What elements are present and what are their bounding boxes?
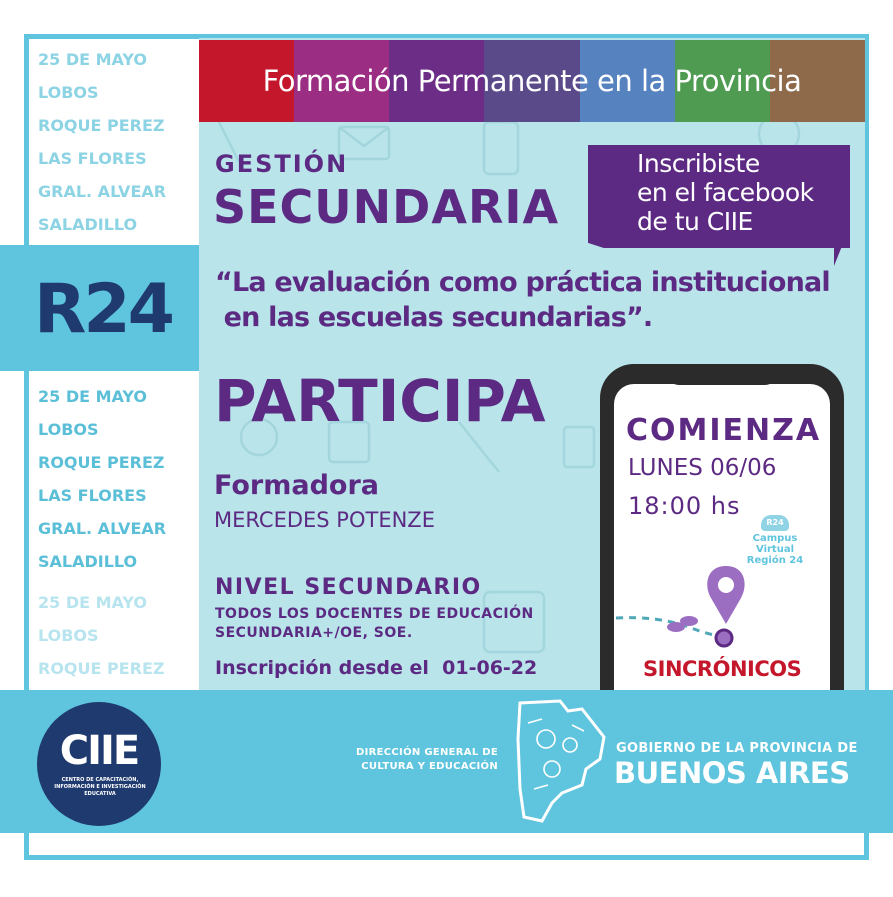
campus-line: Campus Virtual bbox=[752, 533, 798, 555]
trainer-label: Formadora bbox=[214, 470, 379, 501]
course-title bbox=[215, 265, 855, 335]
document-icon bbox=[564, 427, 594, 467]
course-title-line: “La evaluación como práctica institucional bbox=[215, 267, 830, 298]
province-map-icon bbox=[512, 699, 608, 824]
start-heading: COMIENZA bbox=[626, 413, 822, 448]
start-time: 18:00 hs bbox=[628, 492, 741, 520]
campus-line: Región 24 bbox=[746, 555, 804, 566]
town-item: 25 DE MAYO bbox=[38, 387, 148, 406]
town-item: LOBOS bbox=[38, 83, 99, 102]
session-mode: SINCRÓNICOS bbox=[643, 657, 802, 681]
town-item: LAS FLORES bbox=[38, 486, 147, 505]
town-item: ROQUE PEREZ bbox=[38, 659, 165, 678]
dgce-line: DIRECCIÓN GENERAL DE bbox=[356, 747, 498, 758]
government-line1: GOBIERNO DE LA PROVINCIA DE bbox=[616, 741, 858, 756]
town-list-middle bbox=[38, 380, 166, 578]
program-title: Formación Permanente en la Provincia bbox=[262, 64, 802, 98]
ciie-logo-text: CIIE bbox=[59, 728, 139, 774]
town-item: ROQUE PEREZ bbox=[38, 453, 165, 472]
phone-doodle-icon bbox=[484, 122, 518, 174]
town-list-top bbox=[38, 43, 166, 241]
facebook-banner-text bbox=[637, 149, 814, 236]
town-item: GRAL. ALVEAR bbox=[38, 519, 167, 538]
course-title-line: en las escuelas secundarias”. bbox=[215, 302, 653, 333]
registration-date: Inscripción desde el 01-06-22 bbox=[215, 657, 538, 679]
dgce-line: CULTURA Y EDUCACIÓN bbox=[361, 761, 498, 772]
facebook-line: Inscribiste bbox=[637, 149, 760, 178]
management-type: SECUNDARIA bbox=[213, 180, 560, 234]
management-label: GESTIÓN bbox=[215, 150, 349, 178]
government-line2: BUENOS AIRES bbox=[614, 756, 850, 790]
audience bbox=[215, 605, 534, 643]
town-list-bottom bbox=[38, 586, 165, 685]
start-date: LUNES 06/06 bbox=[628, 455, 777, 481]
town-item: LOBOS bbox=[38, 626, 99, 645]
campus-logo bbox=[740, 515, 810, 566]
town-item: 25 DE MAYO bbox=[38, 50, 148, 69]
level-title: NIVEL SECUNDARIO bbox=[215, 575, 482, 600]
town-item: GRAL. ALVEAR bbox=[38, 182, 167, 201]
town-item: SALADILLO bbox=[38, 552, 138, 571]
town-item: ROQUE PEREZ bbox=[38, 116, 165, 135]
facebook-line: en el facebook bbox=[637, 178, 814, 207]
location-pin-icon bbox=[616, 566, 826, 656]
dgce-label bbox=[330, 746, 498, 774]
cloud-icon: R24 bbox=[761, 515, 789, 531]
audience-line: SECUNDARIA+/OE, SOE. bbox=[215, 625, 413, 641]
town-item: LOBOS bbox=[38, 420, 99, 439]
ciie-logo-subtitle: CENTRO DE CAPACITACIÓN, INFORMACIÓN E INVESTIGACIÓN EDUCATIVA bbox=[54, 777, 146, 797]
trainer-name: MERCEDES POTENZE bbox=[214, 508, 435, 532]
town-item: 25 DE MAYO bbox=[38, 593, 148, 612]
town-item: SALADILLO bbox=[38, 215, 138, 234]
facebook-banner-tail bbox=[834, 226, 850, 266]
facebook-line: de tu CIIE bbox=[637, 207, 753, 236]
region-code: R24 bbox=[34, 270, 172, 349]
phone-notch bbox=[667, 371, 777, 385]
audience-line: TODOS LOS DOCENTES DE EDUCACIÓN bbox=[215, 606, 534, 622]
town-item: LAS FLORES bbox=[38, 149, 147, 168]
participa-heading: PARTICIPA bbox=[214, 367, 546, 435]
